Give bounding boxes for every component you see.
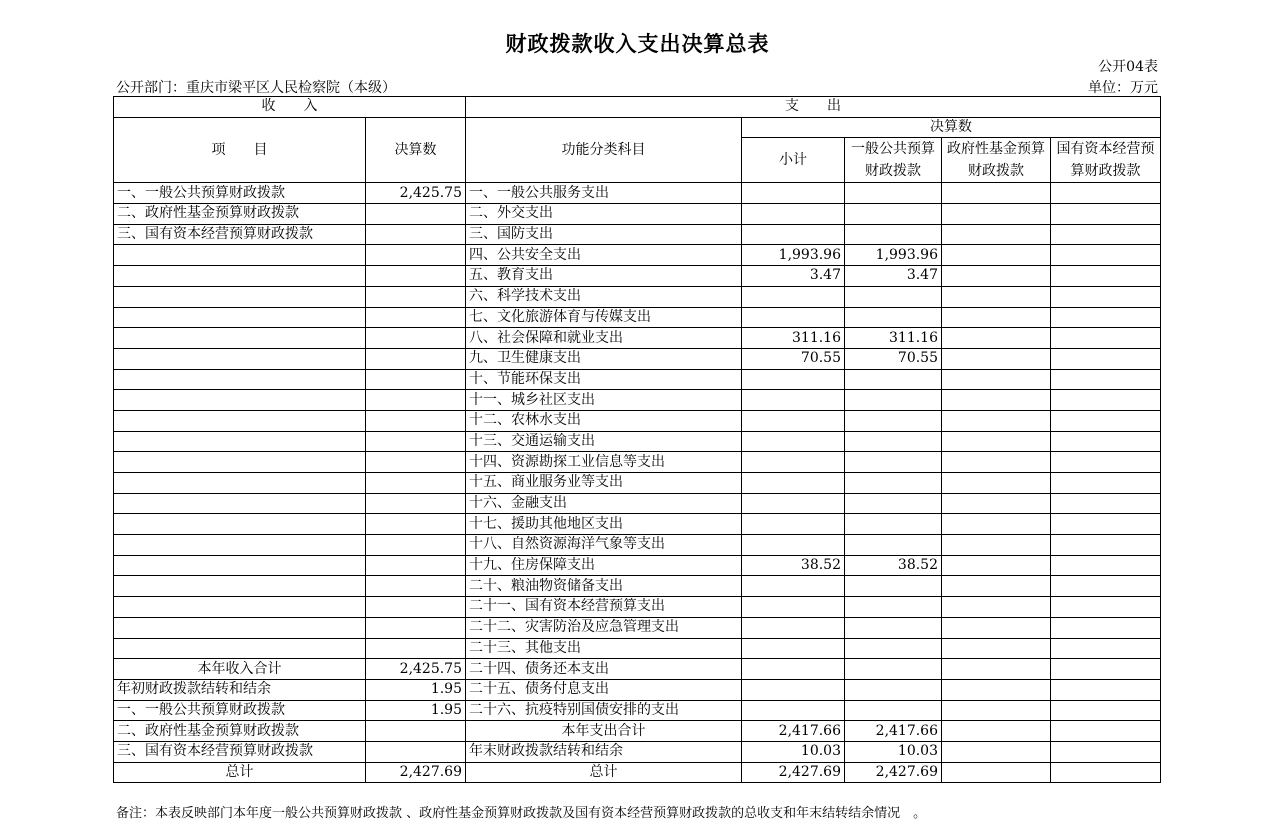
subtotal-cell: [742, 659, 845, 680]
item-header: 项 目: [114, 117, 366, 183]
item-cell: 一、一般公共预算财政拨款: [114, 700, 366, 721]
amount-cell: [366, 410, 466, 431]
state-capital-header: 国有资本经营预算财政拨款: [1051, 138, 1161, 183]
expense-item-cell: 一、一般公共服务支出: [466, 183, 742, 204]
state-capital-cell: [1051, 307, 1161, 328]
amount-cell: [366, 452, 466, 473]
general-budget-cell: 311.16: [845, 328, 942, 349]
expense-item-cell: 十五、商业服务业等支出: [466, 473, 742, 494]
state-capital-cell: [1051, 204, 1161, 225]
gov-fund-cell: [942, 183, 1051, 204]
state-capital-cell: [1051, 555, 1161, 576]
state-capital-cell: [1051, 576, 1161, 597]
expense-item-cell: 八、社会保障和就业支出: [466, 328, 742, 349]
table-row: [114, 638, 1161, 659]
state-capital-cell: [1051, 700, 1161, 721]
item-cell: [114, 266, 366, 287]
expense-item-cell: 二十一、国有资本经营预算支出: [466, 597, 742, 618]
subtotal-cell: 2,427.69: [742, 762, 845, 783]
amount-cell: [366, 721, 466, 742]
general-budget-cell: 38.52: [845, 555, 942, 576]
gov-fund-cell: [942, 741, 1051, 762]
state-capital-cell: [1051, 762, 1161, 783]
expense-item-cell: 十、节能环保支出: [466, 369, 742, 390]
subtotal-cell: [742, 286, 845, 307]
general-budget-cell: 10.03: [845, 741, 942, 762]
amount-cell: [366, 245, 466, 266]
item-cell: [114, 576, 366, 597]
amount-cell: [366, 555, 466, 576]
expense-item-cell: 五、教育支出: [466, 266, 742, 287]
table-row: [114, 431, 1161, 452]
expense-header: 支 出: [466, 97, 1161, 118]
amount-cell: 2,427.69: [366, 762, 466, 783]
item-cell: [114, 555, 366, 576]
gov-fund-cell: [942, 576, 1051, 597]
gov-fund-cell: [942, 431, 1051, 452]
amount-cell: [366, 431, 466, 452]
subtotal-cell: 10.03: [742, 741, 845, 762]
state-capital-cell: [1051, 493, 1161, 514]
expense-item-cell: 六、科学技术支出: [466, 286, 742, 307]
expense-item-cell: 十七、援助其他地区支出: [466, 514, 742, 535]
amount-cell: 2,425.75: [366, 659, 466, 680]
table-row: [114, 700, 1161, 721]
page-title: 财政拨款收入支出决算总表: [505, 32, 770, 56]
item-cell: 一、一般公共预算财政拨款: [114, 183, 366, 204]
subtotal-cell: [742, 514, 845, 535]
general-budget-cell: [845, 576, 942, 597]
amount-cell: [366, 328, 466, 349]
table-row: [114, 473, 1161, 494]
item-cell: [114, 245, 366, 266]
form-code: 公开04表: [1098, 59, 1158, 75]
general-budget-cell: 2,417.66: [845, 721, 942, 742]
header-row-2: [114, 117, 1161, 138]
expense-item-cell: 四、公共安全支出: [466, 245, 742, 266]
item-cell: [114, 286, 366, 307]
state-capital-cell: [1051, 638, 1161, 659]
state-capital-cell: [1051, 390, 1161, 411]
item-cell: 总计: [114, 762, 366, 783]
state-capital-cell: [1051, 597, 1161, 618]
general-budget-cell: [845, 700, 942, 721]
general-budget-cell: [845, 535, 942, 556]
table-row: [114, 555, 1161, 576]
table-row: [114, 204, 1161, 225]
subtotal-cell: [742, 224, 845, 245]
subtotal-cell: [742, 700, 845, 721]
item-cell: [114, 390, 366, 411]
gov-fund-cell: [942, 617, 1051, 638]
state-capital-cell: [1051, 286, 1161, 307]
subtotal-cell: [742, 493, 845, 514]
gov-fund-cell: [942, 369, 1051, 390]
amount-cell: [366, 390, 466, 411]
subtotal-cell: 38.52: [742, 555, 845, 576]
state-capital-cell: [1051, 679, 1161, 700]
subtotal-cell: [742, 452, 845, 473]
table-row: [114, 410, 1161, 431]
general-budget-cell: [845, 473, 942, 494]
subtotal-cell: [742, 597, 845, 618]
expense-item-cell: 二十、粮油物资储备支出: [466, 576, 742, 597]
table-row: [114, 286, 1161, 307]
general-budget-cell: [845, 597, 942, 618]
general-budget-cell: [845, 286, 942, 307]
table-row: [114, 390, 1161, 411]
state-capital-cell: [1051, 224, 1161, 245]
general-budget-cell: 3.47: [845, 266, 942, 287]
general-budget-cell: [845, 679, 942, 700]
state-capital-cell: [1051, 452, 1161, 473]
subtotal-cell: [742, 638, 845, 659]
item-cell: 三、国有资本经营预算财政拨款: [114, 224, 366, 245]
amount-cell: [366, 266, 466, 287]
item-cell: 三、国有资本经营预算财政拨款: [114, 741, 366, 762]
subtotal-cell: [742, 679, 845, 700]
amount-cell: [366, 348, 466, 369]
gov-fund-cell: [942, 307, 1051, 328]
expense-item-cell: 二十四、债务还本支出: [466, 659, 742, 680]
amount-cell: [366, 576, 466, 597]
gov-fund-cell: [942, 410, 1051, 431]
state-capital-cell: [1051, 721, 1161, 742]
state-capital-cell: [1051, 741, 1161, 762]
amount-cell: [366, 286, 466, 307]
gov-fund-cell: [942, 514, 1051, 535]
general-budget-cell: [845, 369, 942, 390]
amount-cell: [366, 204, 466, 225]
table-row: [114, 679, 1161, 700]
amount-cell: [366, 369, 466, 390]
expense-item-cell: 十二、农林水支出: [466, 410, 742, 431]
expense-item-cell: 年末财政拨款结转和结余: [466, 741, 742, 762]
table-row: [114, 535, 1161, 556]
gov-fund-cell: [942, 245, 1051, 266]
general-budget-cell: [845, 204, 942, 225]
table-row: [114, 617, 1161, 638]
table-row: [114, 597, 1161, 618]
table-row: [114, 369, 1161, 390]
state-capital-cell: [1051, 431, 1161, 452]
gov-fund-cell: [942, 328, 1051, 349]
subtotal-cell: 70.55: [742, 348, 845, 369]
general-budget-cell: [845, 307, 942, 328]
amount-cell: [366, 597, 466, 618]
subtotal-cell: [742, 473, 845, 494]
subtotal-cell: [742, 390, 845, 411]
subtotal-cell: [742, 431, 845, 452]
amount-header: 决算数: [366, 117, 466, 183]
gov-fund-cell: [942, 700, 1051, 721]
table-body: [114, 97, 1161, 783]
subtotal-cell: [742, 617, 845, 638]
gov-fund-cell: [942, 762, 1051, 783]
item-cell: [114, 410, 366, 431]
expense-item-cell: 十八、自然资源海洋气象等支出: [466, 535, 742, 556]
gov-fund-cell: [942, 493, 1051, 514]
table-row: [114, 307, 1161, 328]
gov-fund-cell: [942, 266, 1051, 287]
state-capital-cell: [1051, 369, 1161, 390]
item-cell: [114, 493, 366, 514]
item-cell: [114, 473, 366, 494]
gov-fund-cell: [942, 659, 1051, 680]
amount-cell: [366, 473, 466, 494]
item-cell: 二、政府性基金预算财政拨款: [114, 204, 366, 225]
subtotal-cell: [742, 204, 845, 225]
item-cell: [114, 348, 366, 369]
general-budget-cell: 1,993.96: [845, 245, 942, 266]
subtotal-cell: [742, 307, 845, 328]
state-capital-cell: [1051, 659, 1161, 680]
expense-item-cell: 十四、资源勘探工业信息等支出: [466, 452, 742, 473]
general-budget-cell: [845, 410, 942, 431]
footnote: 备注：本表反映部门本年度一般公共预算财政拨款 、政府性基金预算财政拨款及国有资本经营预算财政拨款的总收支和年末结转结余情况 。: [116, 806, 927, 821]
table-row: [114, 493, 1161, 514]
table-row: [114, 659, 1161, 680]
state-capital-cell: [1051, 514, 1161, 535]
item-cell: 年初财政拨款结转和结余: [114, 679, 366, 700]
subtotal-cell: 1,993.96: [742, 245, 845, 266]
amount-cell: [366, 638, 466, 659]
expense-item-cell: 十三、交通运输支出: [466, 431, 742, 452]
subtotal-header: 小计: [742, 138, 845, 183]
expense-item-cell: 二十五、债务付息支出: [466, 679, 742, 700]
unit-label: 单位：万元: [1088, 80, 1158, 96]
gov-fund-cell: [942, 597, 1051, 618]
expense-item-cell: 七、文化旅游体育与传媒支出: [466, 307, 742, 328]
general-budget-cell: [845, 452, 942, 473]
function-class-header: 功能分类科目: [466, 117, 742, 183]
item-cell: [114, 535, 366, 556]
general-budget-cell: [845, 514, 942, 535]
table-row: [114, 348, 1161, 369]
state-capital-cell: [1051, 348, 1161, 369]
expense-item-cell: 十九、住房保障支出: [466, 555, 742, 576]
table-row: [114, 183, 1161, 204]
state-capital-cell: [1051, 473, 1161, 494]
amount-cell: [366, 493, 466, 514]
item-cell: [114, 617, 366, 638]
item-cell: [114, 597, 366, 618]
item-cell: [114, 369, 366, 390]
amount-cell: 1.95: [366, 700, 466, 721]
state-capital-cell: [1051, 245, 1161, 266]
item-cell: [114, 638, 366, 659]
subtotal-cell: [742, 535, 845, 556]
table-row: [114, 224, 1161, 245]
gov-fund-cell: [942, 535, 1051, 556]
general-budget-cell: [845, 183, 942, 204]
general-budget-cell: 2,427.69: [845, 762, 942, 783]
subtotal-cell: 2,417.66: [742, 721, 845, 742]
state-capital-cell: [1051, 183, 1161, 204]
general-budget-cell: 70.55: [845, 348, 942, 369]
item-cell: [114, 431, 366, 452]
table-row: [114, 328, 1161, 349]
amount-cell: [366, 514, 466, 535]
table-row: [114, 266, 1161, 287]
expense-item-cell: 三、国防支出: [466, 224, 742, 245]
general-budget-cell: [845, 493, 942, 514]
subtotal-cell: [742, 410, 845, 431]
subtotal-cell: 311.16: [742, 328, 845, 349]
item-cell: [114, 307, 366, 328]
budget-table: [113, 96, 1161, 783]
expense-item-cell: 十一、城乡社区支出: [466, 390, 742, 411]
item-cell: 二、政府性基金预算财政拨款: [114, 721, 366, 742]
gov-fund-cell: [942, 204, 1051, 225]
item-cell: 本年收入合计: [114, 659, 366, 680]
general-budget-header: 一般公共预算财政拨款: [845, 138, 942, 183]
expense-item-cell: 本年支出合计: [466, 721, 742, 742]
amount-cell: [366, 617, 466, 638]
state-capital-cell: [1051, 535, 1161, 556]
gov-fund-cell: [942, 286, 1051, 307]
expense-item-cell: 二、外交支出: [466, 204, 742, 225]
general-budget-cell: [845, 638, 942, 659]
expense-item-cell: 九、卫生健康支出: [466, 348, 742, 369]
expense-item-cell: 二十六、抗疫特别国债安排的支出: [466, 700, 742, 721]
gov-fund-cell: [942, 224, 1051, 245]
state-capital-cell: [1051, 328, 1161, 349]
amount-cell: 2,425.75: [366, 183, 466, 204]
gov-fund-cell: [942, 679, 1051, 700]
table-row: [114, 452, 1161, 473]
general-budget-cell: [845, 431, 942, 452]
general-budget-cell: [845, 390, 942, 411]
table-row: [114, 721, 1161, 742]
gov-fund-cell: [942, 348, 1051, 369]
subtotal-cell: [742, 183, 845, 204]
expense-item-cell: 总计: [466, 762, 742, 783]
amount-cell: 1.95: [366, 679, 466, 700]
expense-item-cell: 二十三、其他支出: [466, 638, 742, 659]
item-cell: [114, 514, 366, 535]
amount-cell: [366, 535, 466, 556]
table-row: [114, 762, 1161, 783]
item-cell: [114, 328, 366, 349]
gov-fund-cell: [942, 638, 1051, 659]
income-header: 收 入: [114, 97, 466, 118]
amount-cell: [366, 307, 466, 328]
table-row: [114, 576, 1161, 597]
amount-cell: [366, 741, 466, 762]
subtotal-cell: 3.47: [742, 266, 845, 287]
table-row: [114, 245, 1161, 266]
gov-fund-cell: [942, 452, 1051, 473]
table-row: [114, 514, 1161, 535]
gov-fund-cell: [942, 555, 1051, 576]
expense-item-cell: 二十二、灾害防治及应急管理支出: [466, 617, 742, 638]
department-label: 公开部门：重庆市梁平区人民检察院（本级）: [116, 80, 396, 96]
state-capital-cell: [1051, 266, 1161, 287]
general-budget-cell: [845, 224, 942, 245]
gov-fund-cell: [942, 473, 1051, 494]
item-cell: [114, 452, 366, 473]
expense-item-cell: 十六、金融支出: [466, 493, 742, 514]
general-budget-cell: [845, 617, 942, 638]
table-row: [114, 741, 1161, 762]
state-capital-cell: [1051, 617, 1161, 638]
header-row-1: [114, 97, 1161, 118]
gov-fund-cell: [942, 721, 1051, 742]
gov-fund-header: 政府性基金预算财政拨款: [942, 138, 1051, 183]
subtotal-cell: [742, 369, 845, 390]
state-capital-cell: [1051, 410, 1161, 431]
final-amount-header: 决算数: [742, 117, 1161, 138]
gov-fund-cell: [942, 390, 1051, 411]
subtotal-cell: [742, 576, 845, 597]
amount-cell: [366, 224, 466, 245]
general-budget-cell: [845, 659, 942, 680]
